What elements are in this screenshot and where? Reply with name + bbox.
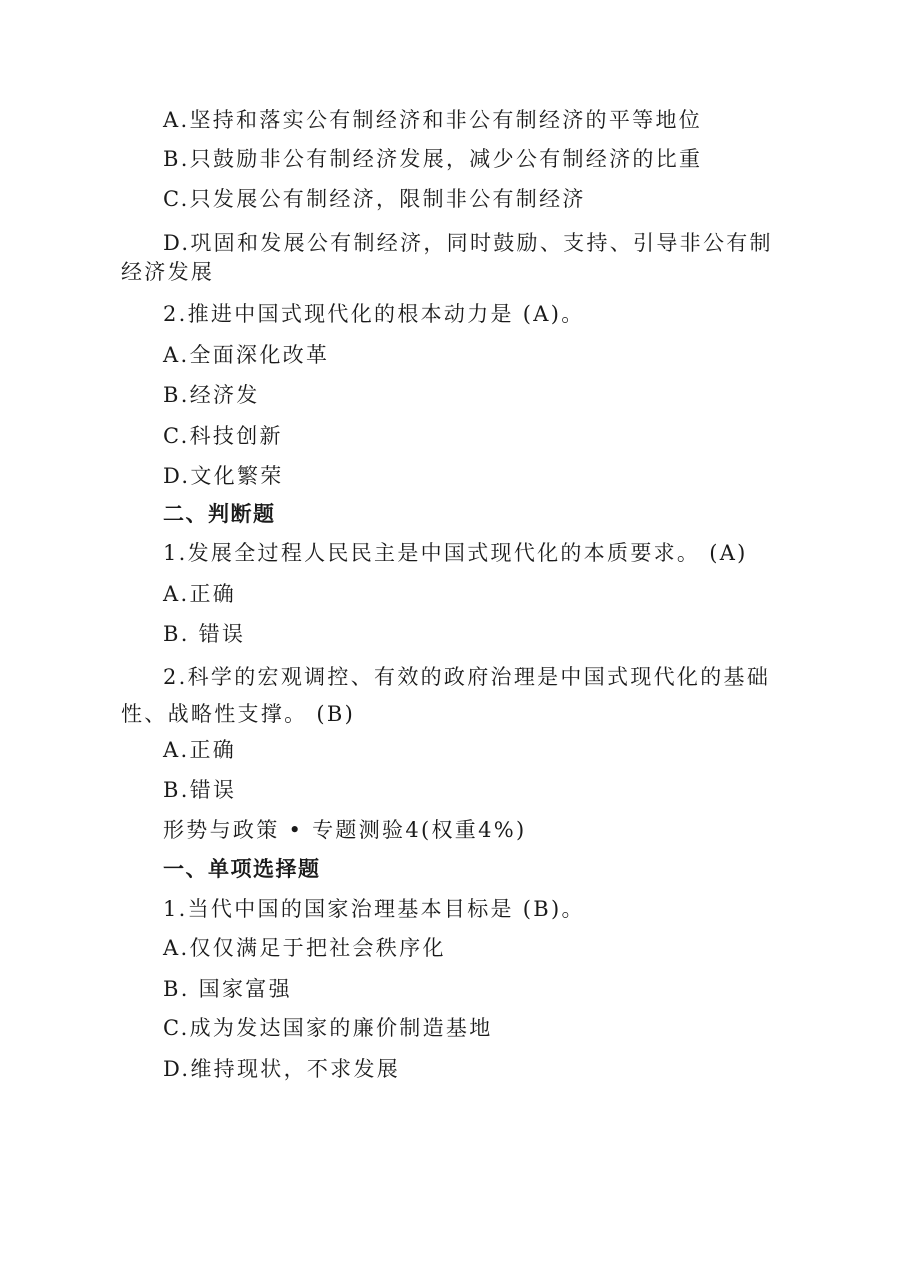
option-b-governance: B. 国家富强 bbox=[163, 977, 292, 1001]
option-d-q1-ownership: D.巩固和发展公有制经济，同时鼓励、支持、引导非公有制 bbox=[163, 231, 773, 255]
option-d-q1-ownership-continued: 经济发展 bbox=[121, 260, 215, 284]
question-1-governance-goal: 1.当代中国的国家治理基本目标是 (B)。 bbox=[163, 897, 585, 921]
tf-q2-option-b: B.错误 bbox=[163, 778, 237, 802]
option-a-q1-ownership: A.坚持和落实公有制经济和非公有制经济的平等地位 bbox=[163, 108, 703, 132]
tf-question-1: 1.发展全过程人民民主是中国式现代化的本质要求。 (A) bbox=[163, 541, 748, 565]
tf-q1-option-b: B. 错误 bbox=[163, 622, 246, 646]
tf-q2-option-a: A.正确 bbox=[163, 738, 237, 762]
option-c-governance: C.成为发达国家的廉价制造基地 bbox=[163, 1016, 493, 1040]
option-c-q2: C.科技创新 bbox=[163, 424, 283, 448]
quiz-title: 形势与政策 • 专题测验4(权重4%) bbox=[163, 818, 527, 842]
option-a-governance: A.仅仅满足于把社会秩序化 bbox=[163, 936, 446, 960]
option-d-q2: D.文化繁荣 bbox=[163, 464, 284, 488]
tf-q1-option-a: A.正确 bbox=[163, 582, 237, 606]
option-c-q1-ownership: C.只发展公有制经济，限制非公有制经济 bbox=[163, 187, 586, 211]
option-d-governance: D.维持现状，不求发展 bbox=[163, 1057, 401, 1081]
section-heading-true-false: 二、判断题 bbox=[163, 502, 276, 526]
option-b-q1-ownership: B.只鼓励非公有制经济发展，减少公有制经济的比重 bbox=[163, 147, 703, 171]
section-heading-single-choice: 一、单项选择题 bbox=[163, 857, 321, 881]
tf-question-2-continued: 性、战略性支撑。 (B) bbox=[121, 702, 356, 726]
question-2-driving-force: 2.推进中国式现代化的根本动力是 (A)。 bbox=[163, 302, 585, 326]
tf-question-2: 2.科学的宏观调控、有效的政府治理是中国式现代化的基础 bbox=[163, 665, 771, 689]
option-b-q2: B.经济发 bbox=[163, 383, 260, 407]
option-a-q2: A.全面深化改革 bbox=[163, 343, 330, 367]
